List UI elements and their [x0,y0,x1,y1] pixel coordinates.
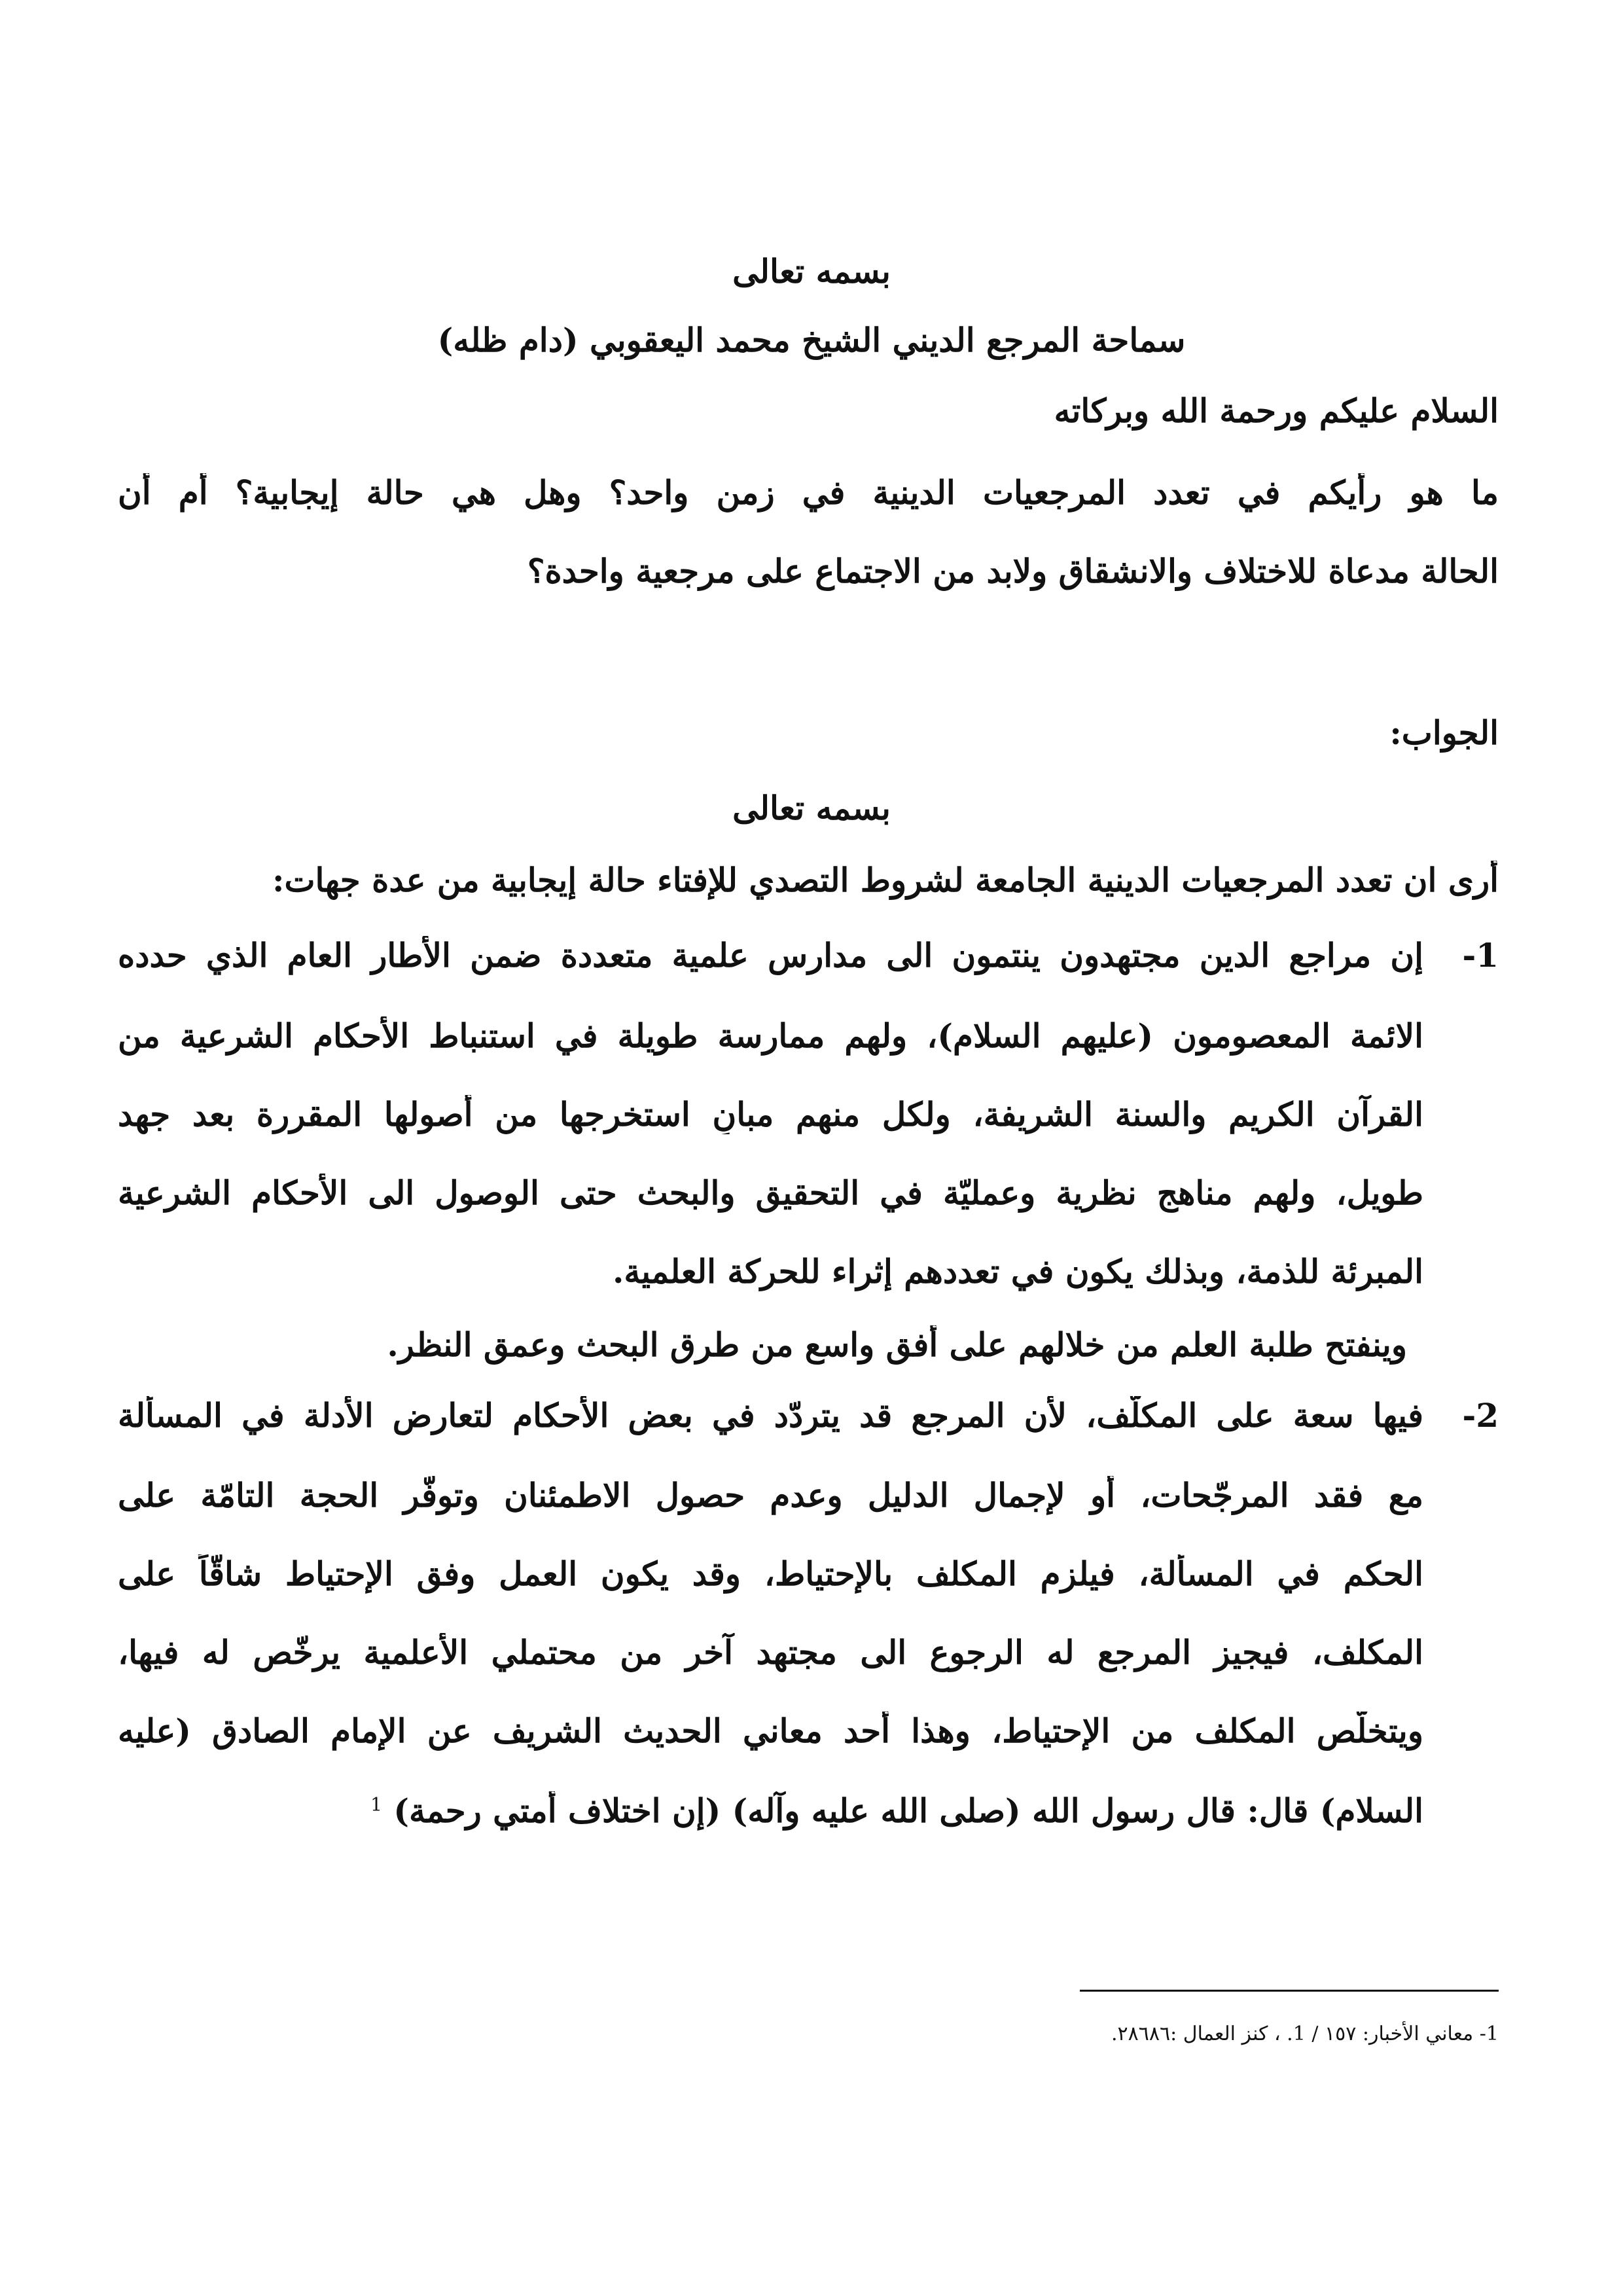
point-1-number: 1- [1462,936,1499,975]
point-1-line-1: إن مراجع الدين مجتهدون ينتمون الى مدارس علمية متعددة ضمن الأطار العام الذي حدده [118,936,1423,975]
point-1-line-5: المبرئة للذمة، وبذلك يكون في تعددهم إثراء للحركة العلمية. [612,1252,1423,1291]
footnote-divider [1080,1990,1499,1992]
footnote-text: 1- معاني الأخبار: ١٥٧ / 1. ، كنز العمال :٢٨٦٨٦. [1111,2022,1499,2045]
letter-basmala: بسمه تعالى [732,252,891,291]
answer-intro: أرى ان تعدد المرجعيات الدينية الجامعة لشروط التصدي للإفتاء حالة إيجابية من عدة جهات: [272,861,1499,899]
point-1-line-3: القرآن الكريم والسنة الشريفة، ولكل منهم مبانٍ استخرجها من أصولها المقررة بعد جهد [118,1095,1423,1134]
point-2-line-3: الحكم في المسألة، فيلزم المكلف بالإحتياط، وقد يكون العمل وفق الإحتياط شاقّاً على [118,1554,1423,1593]
answer-basmala: بسمه تعالى [732,789,891,827]
point-2-line-1: فيها سعة على المكلّف، لأن المرجع قد يتردّد في بعض الأحكام لتعارض الأدلة في المسألة [118,1396,1423,1435]
point-1-continuation: وينفتح طلبة العلم من خلالهم على أفق واسع من طرق البحث وعمق النظر. [387,1325,1407,1364]
footnote-reference: 1 [370,1793,382,1816]
point-2-number: 2- [1462,1396,1499,1435]
greeting-line: السلام عليكم ورحمة الله وبركاته [1054,391,1499,430]
point-2-line-4: المكلف، فيجيز المرجع له الرجوع الى مجتهد آخر من محتملي الأعلمية يرخّص له فيها، [118,1633,1423,1672]
question-line-2: الحالة مدعاة للاختلاف والانشقاق ولابد من الاجتماع على مرجعية واحدة؟ [527,552,1499,590]
point-2-line-2: مع فقد المرجّحات، أو لإجمال الدليل وعدم حصول الاطمئنان وتوفّر الحجة التامّة على [118,1476,1423,1515]
point-1-line-4: طويل، ولهم مناهج نظرية وعمليّة في التحقيق والبحث حتى الوصول الى الأحكام الشرعية [118,1174,1423,1212]
point-2-line-5: ويتخلّص المكلف من الإحتياط، وهذا أحد معاني الحديث الشريف عن الإمام الصادق (عليه [118,1712,1423,1750]
point-1-line-2: الائمة المعصومون (عليهم السلام)، ولهم ممارسة طويلة في استنباط الأحكام الشرعية من [118,1016,1423,1055]
point-2-line-6-text: السلام) قال: قال رسول الله (صلى الله عليه وآله) (إن اختلاف أمتي رحمة) [393,1791,1423,1830]
question-line-1: ما هو رأيكم في تعدد المرجعيات الدينية في زمن واحد؟ وهل هي حالة إيجابية؟ أم أن [118,473,1499,512]
answer-label: الجواب: [1389,713,1499,752]
point-2-line-6 [118,1791,1423,1831]
addressee-line: سماحة المرجع الديني الشيخ محمد اليعقوبي (دام ظله) [437,321,1186,359]
